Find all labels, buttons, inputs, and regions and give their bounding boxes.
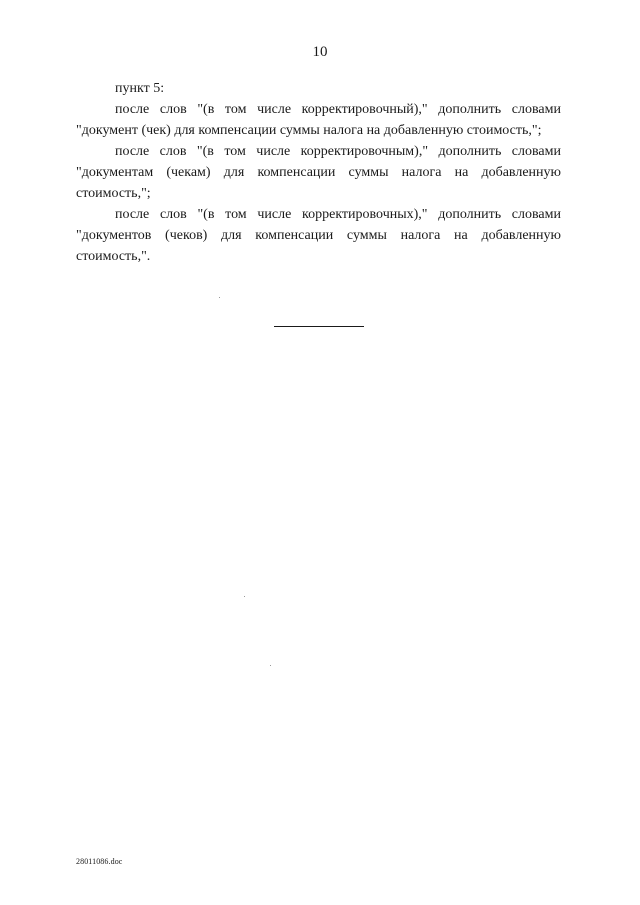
paragraph-item-header: пункт 5:: [115, 81, 165, 96]
page-number: 10: [312, 44, 328, 60]
scan-speck: [219, 297, 220, 298]
paragraph-amendment-1: после слов "(в том числе корректировочный)," дополнить словами "документ (чек) для компенсации суммы налога на добавленную стоимость,";: [76, 102, 561, 138]
end-separator-line: [274, 326, 364, 327]
document-body: [76, 78, 561, 267]
paragraph-amendment-3: после слов "(в том числе корректировочных)," дополнить словами "документов (чеков) для компенсации суммы налога на добавленную стоимость,".: [76, 207, 561, 264]
scan-speck: [244, 596, 245, 597]
footer-filename: 28011086.doc: [76, 857, 123, 866]
scan-speck: [270, 665, 271, 666]
paragraph-amendment-2: после слов "(в том числе корректировочным)," дополнить словами "документам (чекам) для компенсации суммы налога на добавленную стоимость,";: [76, 144, 561, 201]
